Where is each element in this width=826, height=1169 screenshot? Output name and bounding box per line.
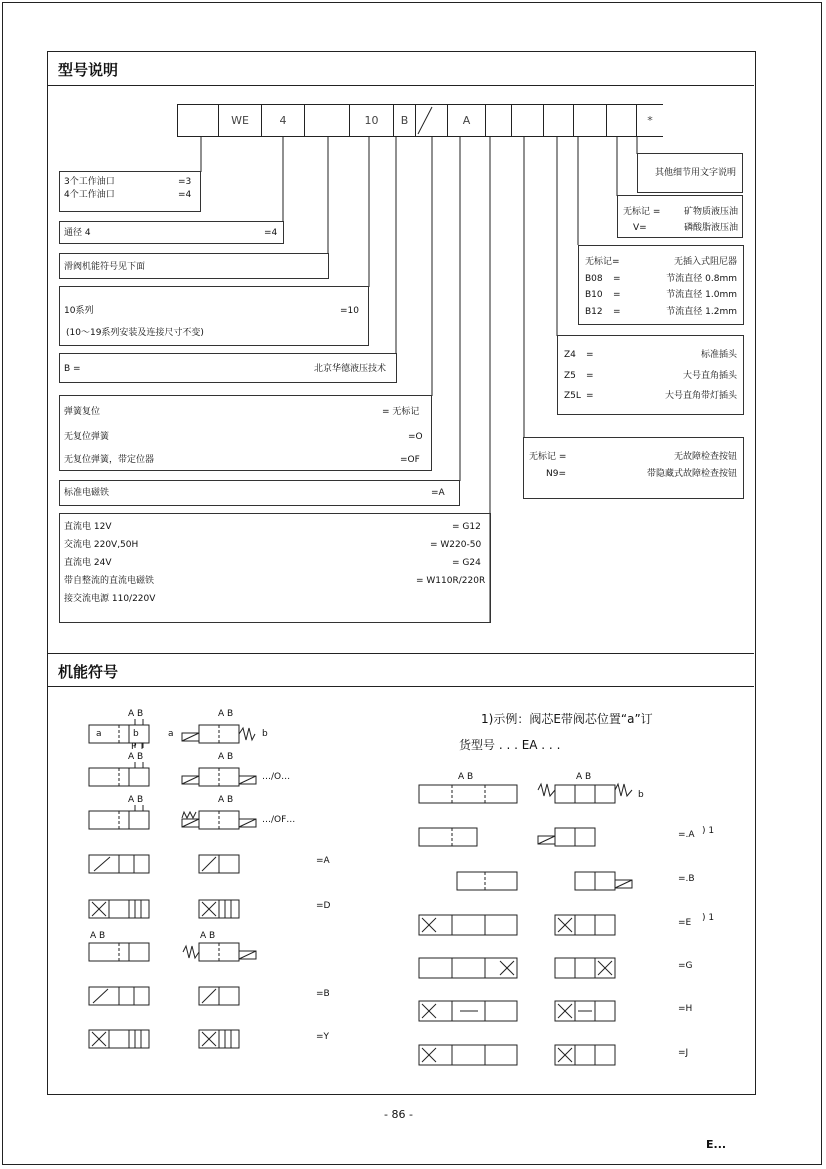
port-label-ab: A B bbox=[90, 931, 106, 941]
override-label-1: 无标记 = bbox=[529, 452, 567, 462]
ports-4-label: 4个工作油口 bbox=[64, 190, 115, 200]
port-label-ab: A B bbox=[218, 709, 234, 719]
power-value-2: = W220-50 bbox=[430, 540, 482, 550]
section-title-symbols: 机能符号 bbox=[58, 663, 119, 681]
series-label: 10系列 bbox=[64, 306, 94, 316]
code-dot-b: =.B bbox=[678, 874, 695, 884]
code-b: =B bbox=[316, 989, 330, 999]
code-cell: A bbox=[447, 104, 486, 137]
port-label-pt: P T bbox=[131, 742, 145, 752]
port-label-ab: A B bbox=[218, 752, 234, 762]
port-label-ab: A B bbox=[200, 931, 216, 941]
plug-eq-2: = bbox=[586, 371, 594, 381]
plug-eq-1: = bbox=[586, 350, 594, 360]
plug-value-2: 大号直角插头 bbox=[682, 371, 737, 381]
damper-value-3: 节流直径 1.0mm bbox=[666, 290, 737, 300]
damper-value-4: 节流直径 1.2mm bbox=[666, 307, 737, 317]
power-value-3: = G24 bbox=[452, 558, 481, 568]
footnote-mark: ) 1 bbox=[702, 826, 715, 836]
damper-eq-4: = bbox=[613, 307, 621, 317]
port-label-ab: A B bbox=[218, 795, 234, 805]
spring-value-2: =O bbox=[408, 432, 423, 442]
damper-value-2: 节流直径 0.8mm bbox=[666, 274, 737, 284]
plug-label-3: Z5L bbox=[564, 391, 581, 401]
power-label-2: 交流电 220V,50H bbox=[64, 540, 139, 550]
size-label: 通径 4 bbox=[64, 228, 91, 238]
code-d: =D bbox=[316, 901, 331, 911]
series-note: (10～19系列安装及连接尺寸不变) bbox=[66, 328, 204, 338]
solenoid-label-a: a bbox=[96, 729, 102, 739]
plug-eq-3: = bbox=[586, 391, 594, 401]
port-label-ab: A B bbox=[458, 772, 474, 782]
ports-3-label: 3个工作油口 bbox=[64, 177, 115, 187]
power-value-4: = W110R/220R bbox=[416, 576, 486, 586]
plug-label-1: Z4 bbox=[564, 350, 576, 360]
spring-label-3: 无复位弹簧，带定位器 bbox=[64, 455, 155, 465]
damper-label-2: B08 bbox=[585, 274, 603, 284]
ports-4-value: =4 bbox=[178, 190, 192, 200]
fluid-label-1: 无标记 = bbox=[623, 207, 661, 217]
fluid-value-2: 磷酸脂液压油 bbox=[683, 223, 738, 233]
footnote-mark: ) 1 bbox=[702, 913, 715, 923]
page-number: - 86 - bbox=[384, 1108, 413, 1121]
corner-mark: E... bbox=[706, 1138, 727, 1151]
override-value-1: 无故障检查按钮 bbox=[673, 452, 737, 462]
code-cell: WE bbox=[218, 104, 262, 137]
ports-3-value: =3 bbox=[178, 177, 192, 187]
code-y: =Y bbox=[316, 1032, 330, 1042]
port-label-ab: A B bbox=[576, 772, 592, 782]
solenoid-label-a: a bbox=[168, 729, 174, 739]
code-cell: B bbox=[393, 104, 416, 137]
fluid-value-1: 矿物质液压油 bbox=[683, 207, 738, 217]
override-value-2: 带隐藏式故障检查按钮 bbox=[646, 469, 737, 479]
damper-label-3: B10 bbox=[585, 290, 603, 300]
port-label-ab: A B bbox=[128, 709, 144, 719]
spring-label-1: 弹簧复位 bbox=[64, 407, 101, 417]
damper-label-4: B12 bbox=[585, 307, 603, 317]
plug-value-3: 大号直角带灯插头 bbox=[664, 391, 737, 401]
damper-label-1: 无标记= bbox=[585, 257, 620, 267]
other-label: 其他细节用文字说明 bbox=[654, 168, 736, 178]
power-label-4: 带自整流的直流电磁铁 bbox=[64, 576, 155, 586]
spring-label-2: 无复位弹簧 bbox=[64, 432, 110, 442]
solenoid-label-b: b bbox=[638, 790, 644, 800]
power-label-5: 接交流电源 110/220V bbox=[64, 594, 156, 604]
code-dot-a: =.A bbox=[678, 830, 695, 840]
brand-label: B = bbox=[64, 364, 81, 374]
solenoid-label-b: b bbox=[133, 729, 139, 739]
code-j: =J bbox=[678, 1048, 689, 1058]
port-label-ab: A B bbox=[128, 795, 144, 805]
code-g: =G bbox=[678, 961, 693, 971]
damper-eq-3: = bbox=[613, 290, 621, 300]
code-h: =H bbox=[678, 1004, 693, 1014]
power-label-3: 直流电 24V bbox=[64, 558, 112, 568]
fluid-label-2: V= bbox=[633, 223, 647, 233]
magnet-value: =A bbox=[431, 488, 445, 498]
code-a: =A bbox=[316, 856, 330, 866]
code-cell: 4 bbox=[261, 104, 305, 137]
spring-value-1: = 无标记 bbox=[382, 407, 420, 417]
spring-value-3: =OF bbox=[400, 455, 420, 465]
power-label-1: 直流电 12V bbox=[64, 522, 112, 532]
plug-label-2: Z5 bbox=[564, 371, 576, 381]
code-e: =E bbox=[678, 918, 692, 928]
example-line-2: 货型号 . . . EA . . . bbox=[459, 738, 561, 752]
suffix-o: …/O… bbox=[262, 772, 291, 782]
series-value: =10 bbox=[340, 306, 359, 316]
power-value-1: = G12 bbox=[452, 522, 481, 532]
solenoid-label-b: b bbox=[262, 729, 268, 739]
magnet-label: 标准电磁铁 bbox=[64, 488, 110, 498]
damper-eq-2: = bbox=[613, 274, 621, 284]
code-cell: 10 bbox=[349, 104, 394, 137]
override-label-2: N9= bbox=[546, 469, 566, 479]
suffix-of: …/OF… bbox=[262, 815, 296, 825]
size-value: =4 bbox=[264, 228, 278, 238]
port-label-ab: A B bbox=[128, 752, 144, 762]
brand-value: 北京华德液压技术 bbox=[314, 364, 387, 374]
code-cell: * bbox=[636, 104, 663, 137]
section-title-model: 型号说明 bbox=[58, 61, 119, 79]
plug-value-1: 标准插头 bbox=[700, 350, 737, 360]
damper-value-1: 无插入式阻尼器 bbox=[673, 257, 737, 267]
function-label: 滑阀机能符号见下面 bbox=[64, 262, 146, 272]
example-line-1: 1)示例：阀芯E带阀芯位置“a”订 bbox=[481, 712, 653, 726]
